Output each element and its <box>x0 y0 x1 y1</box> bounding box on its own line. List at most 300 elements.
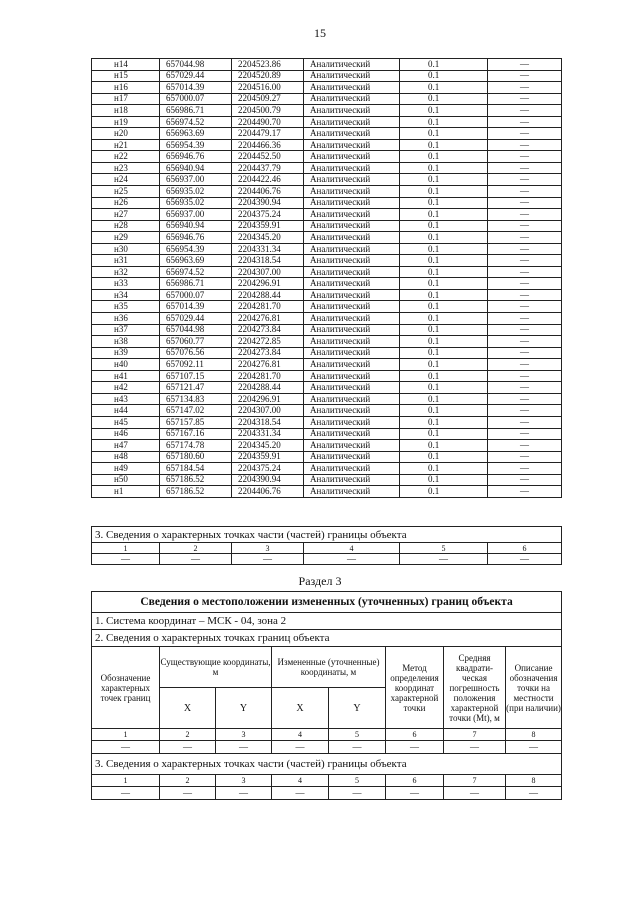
description: — <box>488 116 562 128</box>
coord-x: 657121.47 <box>160 382 232 394</box>
method: Аналитический <box>304 255 400 267</box>
coord-y: 2204437.79 <box>232 162 304 174</box>
table-row <box>92 162 562 174</box>
coord-y: 2204375.24 <box>232 463 304 475</box>
description: — <box>488 197 562 209</box>
coord-x: 656940.94 <box>160 220 232 232</box>
col-number: 4 <box>272 775 329 787</box>
method: Аналитический <box>304 82 400 94</box>
empty-cell: — <box>329 741 386 754</box>
table-row <box>92 255 562 267</box>
empty-cell: — <box>232 554 304 565</box>
method: Аналитический <box>304 186 400 198</box>
section-title: Раздел 3 <box>298 574 342 588</box>
description: — <box>488 243 562 255</box>
point-id: н45 <box>92 416 160 428</box>
accuracy: 0.1 <box>400 486 488 498</box>
description: — <box>488 336 562 348</box>
point-id: н43 <box>92 393 160 405</box>
point-id: н17 <box>92 93 160 105</box>
accuracy: 0.1 <box>400 105 488 117</box>
coord-x: 657167.16 <box>160 428 232 440</box>
col-number: 4 <box>272 729 329 741</box>
coord-y: 2204452.50 <box>232 151 304 163</box>
description: — <box>488 220 562 232</box>
accuracy: 0.1 <box>400 93 488 105</box>
description: — <box>488 82 562 94</box>
empty-cell: — <box>160 554 232 565</box>
coord-x: 657044.98 <box>160 324 232 336</box>
method: Аналитический <box>304 93 400 105</box>
empty-cell: — <box>400 554 488 565</box>
col-number: 5 <box>329 729 386 741</box>
empty-cell: — <box>272 787 329 800</box>
description: — <box>488 347 562 359</box>
table-row <box>92 463 562 475</box>
accuracy: 0.1 <box>400 278 488 290</box>
col-number: 6 <box>386 729 444 741</box>
point-id: н24 <box>92 174 160 186</box>
table-row <box>92 278 562 290</box>
accuracy: 0.1 <box>400 428 488 440</box>
empty-cell: — <box>216 741 272 754</box>
table-row <box>92 370 562 382</box>
table-row <box>92 174 562 186</box>
accuracy: 0.1 <box>400 289 488 301</box>
empty-cell: — <box>92 787 160 800</box>
method: Аналитический <box>304 266 400 278</box>
description: — <box>488 370 562 382</box>
coord-y: 2204490.70 <box>232 116 304 128</box>
col-number: 8 <box>506 729 562 741</box>
method: Аналитический <box>304 70 400 82</box>
coord-y: 2204509.27 <box>232 93 304 105</box>
coord-y: 2204281.70 <box>232 301 304 313</box>
table-row <box>92 70 562 82</box>
accuracy: 0.1 <box>400 59 488 71</box>
description: — <box>488 209 562 221</box>
coord-x: 656937.00 <box>160 174 232 186</box>
coord-y: 2204523.86 <box>232 59 304 71</box>
coord-x: 657184.54 <box>160 463 232 475</box>
method: Аналитический <box>304 440 400 452</box>
accuracy: 0.1 <box>400 128 488 140</box>
description: — <box>488 232 562 244</box>
accuracy: 0.1 <box>400 232 488 244</box>
table-row <box>92 416 562 428</box>
method: Аналитический <box>304 416 400 428</box>
description: — <box>488 359 562 371</box>
accuracy: 0.1 <box>400 463 488 475</box>
accuracy: 0.1 <box>400 451 488 463</box>
method: Аналитический <box>304 393 400 405</box>
description: — <box>488 105 562 117</box>
point-id: н41 <box>92 370 160 382</box>
empty-cell: — <box>329 787 386 800</box>
table-row <box>92 313 562 325</box>
coord-y: 2204516.00 <box>232 82 304 94</box>
point-id: н40 <box>92 359 160 371</box>
empty-cell: — <box>304 554 400 565</box>
parts-heading: 3. Сведения о характерных точках части (частей) границы объекта <box>92 754 562 775</box>
method: Аналитический <box>304 486 400 498</box>
coord-y: 2204331.34 <box>232 243 304 255</box>
table-row <box>92 59 562 71</box>
table-row <box>92 186 562 198</box>
accuracy: 0.1 <box>400 382 488 394</box>
table-row <box>92 428 562 440</box>
method: Аналитический <box>304 359 400 371</box>
coord-y: 2204345.20 <box>232 232 304 244</box>
method: Аналитический <box>304 451 400 463</box>
point-id: н18 <box>92 105 160 117</box>
point-id: н49 <box>92 463 160 475</box>
method: Аналитический <box>304 301 400 313</box>
description: — <box>488 128 562 140</box>
accuracy: 0.1 <box>400 209 488 221</box>
accuracy: 0.1 <box>400 336 488 348</box>
point-id: н21 <box>92 139 160 151</box>
col-number: 6 <box>386 775 444 787</box>
point-id: н34 <box>92 289 160 301</box>
table-row <box>92 382 562 394</box>
method: Аналитический <box>304 428 400 440</box>
header-x: X <box>272 688 329 729</box>
method: Аналитический <box>304 209 400 221</box>
coord-x: 656954.39 <box>160 139 232 151</box>
point-id: н15 <box>92 70 160 82</box>
table-row <box>92 405 562 417</box>
point-id: н26 <box>92 197 160 209</box>
method: Аналитический <box>304 278 400 290</box>
table-row <box>92 139 562 151</box>
empty-cell: — <box>92 554 160 565</box>
coord-x: 657186.52 <box>160 474 232 486</box>
col-number: 1 <box>92 543 160 554</box>
coord-y: 2204288.44 <box>232 382 304 394</box>
col-number: 3 <box>216 729 272 741</box>
point-id: н19 <box>92 116 160 128</box>
description: — <box>488 266 562 278</box>
point-id: н32 <box>92 266 160 278</box>
accuracy: 0.1 <box>400 162 488 174</box>
method: Аналитический <box>304 463 400 475</box>
point-id: н42 <box>92 382 160 394</box>
col-number: 8 <box>506 775 562 787</box>
description: — <box>488 174 562 186</box>
header-accuracy: Средняя квадрати-ческая погрешность положения характерной точки (Mt), м <box>444 647 506 729</box>
point-id: н28 <box>92 220 160 232</box>
coord-system: 1. Система координат – МСК - 04, зона 2 <box>92 613 562 630</box>
table-row <box>92 105 562 117</box>
header-description: Описание обозначения точки на местности (при наличии) <box>506 647 562 729</box>
empty-cell: — <box>488 554 562 565</box>
point-id: н38 <box>92 336 160 348</box>
coord-x: 656986.71 <box>160 105 232 117</box>
table-row <box>92 486 562 498</box>
coord-x: 657060.77 <box>160 336 232 348</box>
table-row <box>92 82 562 94</box>
coord-x: 657174.78 <box>160 440 232 452</box>
accuracy: 0.1 <box>400 370 488 382</box>
coord-x: 656935.02 <box>160 186 232 198</box>
description: — <box>488 93 562 105</box>
empty-cell: — <box>386 741 444 754</box>
point-id: н44 <box>92 405 160 417</box>
col-number: 7 <box>444 729 506 741</box>
accuracy: 0.1 <box>400 440 488 452</box>
description: — <box>488 162 562 174</box>
point-id: н23 <box>92 162 160 174</box>
table-row <box>92 301 562 313</box>
coord-x: 656974.52 <box>160 116 232 128</box>
point-id: н30 <box>92 243 160 255</box>
point-id: н29 <box>92 232 160 244</box>
description: — <box>488 428 562 440</box>
accuracy: 0.1 <box>400 116 488 128</box>
coord-x: 657157.85 <box>160 416 232 428</box>
description: — <box>488 139 562 151</box>
header-changed: Измененные (уточненные) координаты, м <box>272 647 386 688</box>
coord-y: 2204318.54 <box>232 416 304 428</box>
method: Аналитический <box>304 174 400 186</box>
coord-x: 657014.39 <box>160 82 232 94</box>
description: — <box>488 289 562 301</box>
coord-y: 2204390.94 <box>232 197 304 209</box>
table-row <box>92 151 562 163</box>
point-id: н1 <box>92 486 160 498</box>
method: Аналитический <box>304 105 400 117</box>
table-row <box>92 197 562 209</box>
header-x: X <box>160 688 216 729</box>
coord-y: 2204345.20 <box>232 440 304 452</box>
coord-y: 2204296.91 <box>232 393 304 405</box>
coord-y: 2204422.46 <box>232 174 304 186</box>
empty-cell: — <box>92 741 160 754</box>
empty-cell: — <box>506 741 562 754</box>
table-row <box>92 474 562 486</box>
method: Аналитический <box>304 382 400 394</box>
coord-y: 2204276.81 <box>232 359 304 371</box>
table-row <box>92 243 562 255</box>
table-row <box>92 232 562 244</box>
description: — <box>488 301 562 313</box>
coord-x: 656937.00 <box>160 209 232 221</box>
point-id: н25 <box>92 186 160 198</box>
header-method: Метод определения координат характерной точки <box>386 647 444 729</box>
description: — <box>488 255 562 267</box>
method: Аналитический <box>304 405 400 417</box>
point-id: н35 <box>92 301 160 313</box>
coord-y: 2204520.89 <box>232 70 304 82</box>
coord-y: 2204273.84 <box>232 347 304 359</box>
col-number: 4 <box>304 543 400 554</box>
coord-y: 2204288.44 <box>232 289 304 301</box>
accuracy: 0.1 <box>400 151 488 163</box>
description: — <box>488 59 562 71</box>
accuracy: 0.1 <box>400 197 488 209</box>
accuracy: 0.1 <box>400 70 488 82</box>
col-number: 1 <box>92 775 160 787</box>
col-number: 2 <box>160 729 216 741</box>
accuracy: 0.1 <box>400 255 488 267</box>
coord-y: 2204359.91 <box>232 220 304 232</box>
coord-x: 657180.60 <box>160 451 232 463</box>
empty-cell: — <box>386 787 444 800</box>
coord-y: 2204281.70 <box>232 370 304 382</box>
coord-y: 2204466.36 <box>232 139 304 151</box>
coord-x: 657029.44 <box>160 313 232 325</box>
point-id: н48 <box>92 451 160 463</box>
accuracy: 0.1 <box>400 416 488 428</box>
table-row <box>92 347 562 359</box>
page-number: 15 <box>314 26 326 40</box>
coord-x: 657014.39 <box>160 301 232 313</box>
coord-x: 656954.39 <box>160 243 232 255</box>
col-number: 5 <box>400 543 488 554</box>
description: — <box>488 416 562 428</box>
coord-y: 2204406.76 <box>232 186 304 198</box>
point-id: н31 <box>92 255 160 267</box>
coord-x: 657000.07 <box>160 93 232 105</box>
method: Аналитический <box>304 232 400 244</box>
coord-y: 2204272.85 <box>232 336 304 348</box>
method: Аналитический <box>304 162 400 174</box>
coord-x: 657044.98 <box>160 59 232 71</box>
point-id: н14 <box>92 59 160 71</box>
method: Аналитический <box>304 336 400 348</box>
header-existing: Существующие координаты, м <box>160 647 272 688</box>
coord-x: 657186.52 <box>160 486 232 498</box>
coordinates-table <box>91 58 562 498</box>
description: — <box>488 463 562 475</box>
table-row <box>92 324 562 336</box>
coord-y: 2204307.00 <box>232 405 304 417</box>
accuracy: 0.1 <box>400 301 488 313</box>
description: — <box>488 486 562 498</box>
method: Аналитический <box>304 289 400 301</box>
method: Аналитический <box>304 324 400 336</box>
coord-x: 656963.69 <box>160 255 232 267</box>
empty-cell: — <box>160 787 216 800</box>
header-designation: Обозначение характерных точек границ <box>92 647 160 729</box>
empty-cell: — <box>272 741 329 754</box>
accuracy: 0.1 <box>400 220 488 232</box>
coord-x: 657147.02 <box>160 405 232 417</box>
coord-y: 2204359.91 <box>232 451 304 463</box>
accuracy: 0.1 <box>400 243 488 255</box>
method: Аналитический <box>304 128 400 140</box>
changed-borders-table <box>91 591 562 800</box>
accuracy: 0.1 <box>400 347 488 359</box>
table-row <box>92 336 562 348</box>
table-row <box>92 93 562 105</box>
point-id: н16 <box>92 82 160 94</box>
table-row <box>92 440 562 452</box>
point-id: н20 <box>92 128 160 140</box>
table-row <box>92 393 562 405</box>
point-id: н36 <box>92 313 160 325</box>
coord-x: 656986.71 <box>160 278 232 290</box>
coord-y: 2204406.76 <box>232 486 304 498</box>
accuracy: 0.1 <box>400 174 488 186</box>
accuracy: 0.1 <box>400 186 488 198</box>
coord-y: 2204479.17 <box>232 128 304 140</box>
coord-y: 2204331.34 <box>232 428 304 440</box>
coord-x: 656940.94 <box>160 162 232 174</box>
header-y: Y <box>216 688 272 729</box>
coord-y: 2204500.79 <box>232 105 304 117</box>
table-row <box>92 289 562 301</box>
col-number: 5 <box>329 775 386 787</box>
description: — <box>488 151 562 163</box>
description: — <box>488 186 562 198</box>
table-row <box>92 116 562 128</box>
accuracy: 0.1 <box>400 359 488 371</box>
coord-x: 657134.83 <box>160 393 232 405</box>
method: Аналитический <box>304 313 400 325</box>
point-id: н22 <box>92 151 160 163</box>
coord-y: 2204296.91 <box>232 278 304 290</box>
accuracy: 0.1 <box>400 405 488 417</box>
description: — <box>488 278 562 290</box>
points-heading: 2. Сведения о характерных точках границ объекта <box>92 630 562 647</box>
header-y: Y <box>329 688 386 729</box>
description: — <box>488 393 562 405</box>
method: Аналитический <box>304 139 400 151</box>
coord-x: 657107.15 <box>160 370 232 382</box>
col-number: 2 <box>160 775 216 787</box>
description: — <box>488 474 562 486</box>
description: — <box>488 451 562 463</box>
coord-x: 656946.76 <box>160 151 232 163</box>
coord-x: 657092.11 <box>160 359 232 371</box>
accuracy: 0.1 <box>400 474 488 486</box>
table-row <box>92 209 562 221</box>
method: Аналитический <box>304 151 400 163</box>
empty-cell: — <box>160 741 216 754</box>
col-number: 6 <box>488 543 562 554</box>
description: — <box>488 324 562 336</box>
method: Аналитический <box>304 197 400 209</box>
method: Аналитический <box>304 370 400 382</box>
method: Аналитический <box>304 347 400 359</box>
col-number: 2 <box>160 543 232 554</box>
table-row <box>92 266 562 278</box>
method: Аналитический <box>304 220 400 232</box>
table-row <box>92 359 562 371</box>
point-id: н47 <box>92 440 160 452</box>
coord-y: 2204276.81 <box>232 313 304 325</box>
accuracy: 0.1 <box>400 324 488 336</box>
table-row <box>92 128 562 140</box>
coord-x: 657000.07 <box>160 289 232 301</box>
coord-x: 656946.76 <box>160 232 232 244</box>
coord-x: 657076.56 <box>160 347 232 359</box>
point-id: н37 <box>92 324 160 336</box>
accuracy: 0.1 <box>400 393 488 405</box>
parts-points-table-1 <box>91 526 562 565</box>
accuracy: 0.1 <box>400 313 488 325</box>
accuracy: 0.1 <box>400 139 488 151</box>
coord-y: 2204307.00 <box>232 266 304 278</box>
accuracy: 0.1 <box>400 266 488 278</box>
method: Аналитический <box>304 474 400 486</box>
parts-heading: 3. Сведения о характерных точках части (частей) границы объекта <box>92 527 562 543</box>
point-id: н46 <box>92 428 160 440</box>
coord-x: 657029.44 <box>160 70 232 82</box>
coord-y: 2204375.24 <box>232 209 304 221</box>
